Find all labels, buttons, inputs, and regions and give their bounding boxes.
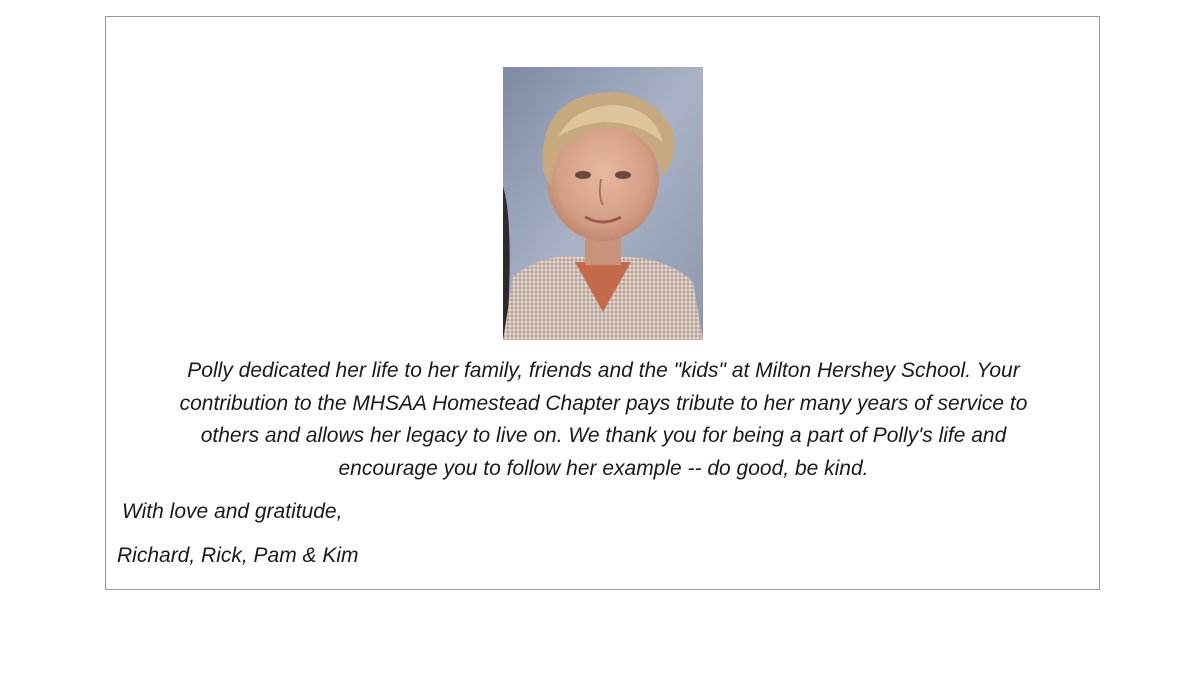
- message-line: others and allows her legacy to live on. We thank you for being a part of Polly's life and: [200, 424, 1007, 447]
- memorial-card: [105, 16, 1100, 590]
- message-line: encourage you to follow her example -- do good, be kind.: [338, 456, 869, 480]
- signature-names: Richard, Rick, Pam & Kim: [117, 544, 359, 567]
- tribute-message: [106, 355, 1101, 485]
- message-line: Polly dedicated her life to her family, friends and the "kids" at Milton Hershey School. Your: [187, 359, 1020, 382]
- message-line: contribution to the MHSAA Homestead Chapter pays tribute to her many years of service to: [179, 391, 1028, 415]
- closing-line: With love and gratitude,: [122, 500, 343, 523]
- portrait-photo: [503, 67, 703, 340]
